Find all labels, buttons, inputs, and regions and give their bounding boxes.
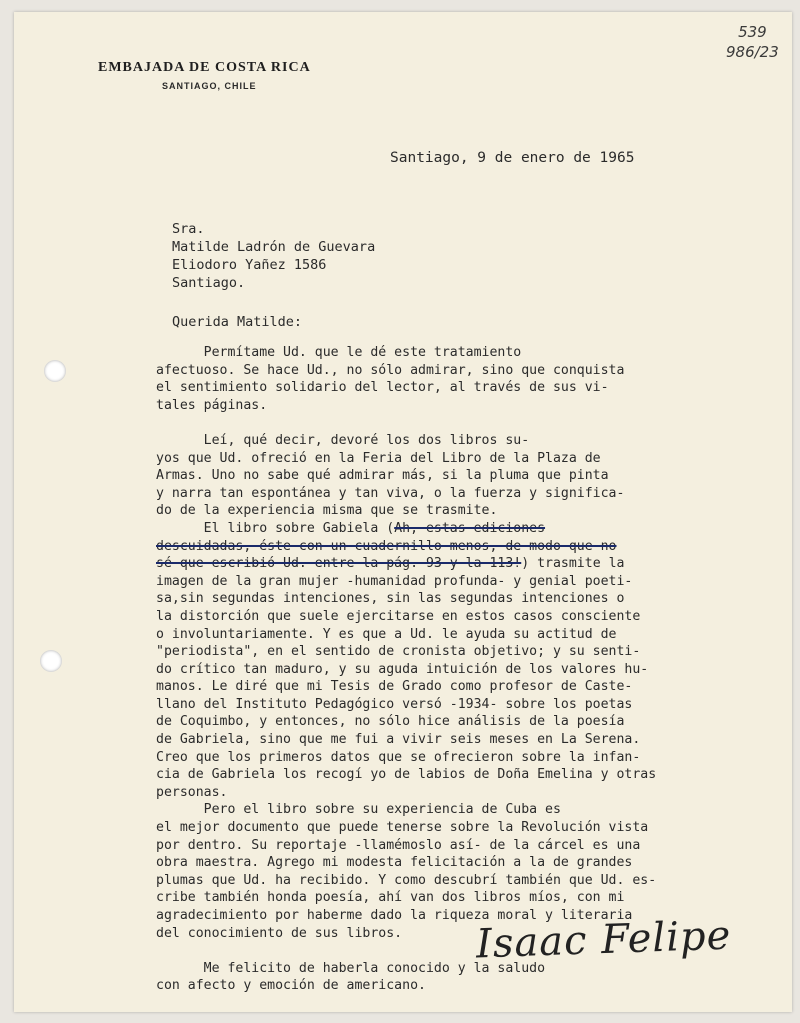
recipient-title: Sra. — [172, 221, 205, 237]
paragraph-1: Permítame Ud. que le dé este tratamiento afectuoso. Se hace Ud., no sólo admirar, sino que conquista el sentimiento solidario del lector, al través de sus vi- tales páginas. — [156, 345, 625, 413]
archive-code: 986/23 — [726, 43, 779, 61]
archive-number: 539 — [738, 23, 767, 41]
closing-paragraph: Me felicito de haberla conocido y la saludo con afecto y emoción de americano. — [156, 960, 546, 994]
punch-hole — [44, 360, 66, 382]
struck-text-2: descuidadas, éste con un cuadernillo menos, de modo que no sé que escribió Ud. entre la pág. 93 y la 113! — [156, 538, 617, 572]
greeting: Querida Matilde: — [172, 314, 303, 330]
letterhead-name: EMBAJADA DE COSTA RICA — [98, 60, 311, 75]
letter-body — [156, 344, 756, 995]
letter-date: Santiago, 9 de enero de 1965 — [390, 150, 635, 166]
recipient-name: Matilde Ladrón de Guevara — [172, 239, 376, 255]
archive-annotation — [726, 22, 779, 62]
punch-hole — [40, 650, 62, 672]
recipient-block — [172, 220, 375, 292]
paragraph-2: Leí, qué decir, devoré los dos libros su- yos que Ud. ofreció en la Feria del Libro de la Plaza de Armas. Uno no sabe qué admirar más, si la pluma que pinta y narra tan espontánea y tan viva, o la fuerza y significa- do de la experiencia misma que se trasmite. — [156, 432, 625, 519]
paragraph-3-rest: ) trasmite la imagen de la gran mujer -humanidad profunda- y genial poeti- sa,sin segundas intenciones, sin las segundas intenciones o la distorción que suele ejercitarse en estos casos consciente o involuntariamente. Y es que a Ud. le ayuda su actitud de "periodista", en el sentido de cronista objetivo; y su senti- do crítico tan maduro, y su aguda intuición de los valores hu- manos. Le diré que mi Tesis de Grado como profesor de Caste- llano del Instituto Pedagógico versó -1934- sobre los poetas de Coquimbo, y entonces, no sólo hice análisis de la poesía de Gabriela, sino que me fui a vivir seis meses en La Serena. Creo que los primeros datos que se ofrecieron sobre la infan- cia de Gabriela los recogí yo de labios de Doña Emelina y otras personas. — [156, 556, 657, 800]
recipient-city: Santiago. — [172, 275, 246, 291]
paragraph-3-start: El libro sobre Gabiela ( — [156, 520, 395, 536]
handwritten-signature: Isaac Felipe — [475, 912, 732, 968]
letterhead-city: SANTIAGO, CHILE — [162, 81, 257, 91]
letter-page — [14, 12, 792, 1012]
paragraph-4: Pero el libro sobre su experiencia de Cuba es el mejor documento que puede tenerse sobre la Revolución vista por dentro. Su reportaje -llamémoslo así- de la cárcel es una obra maestra. Agrego mi modesta felicitación a la de grandes plumas que Ud. ha recibido. Y como descubrí también que Ud. es- cribe también honda poesía, ahí van dos libros míos, con mi agradecimiento por haberme dado la riqueza moral y literaria del conocimiento de sus libros. — [156, 802, 657, 941]
recipient-street: Eliodoro Yañez 1586 — [172, 257, 327, 273]
struck-text-1: Ah, estas ediciones — [394, 520, 546, 536]
